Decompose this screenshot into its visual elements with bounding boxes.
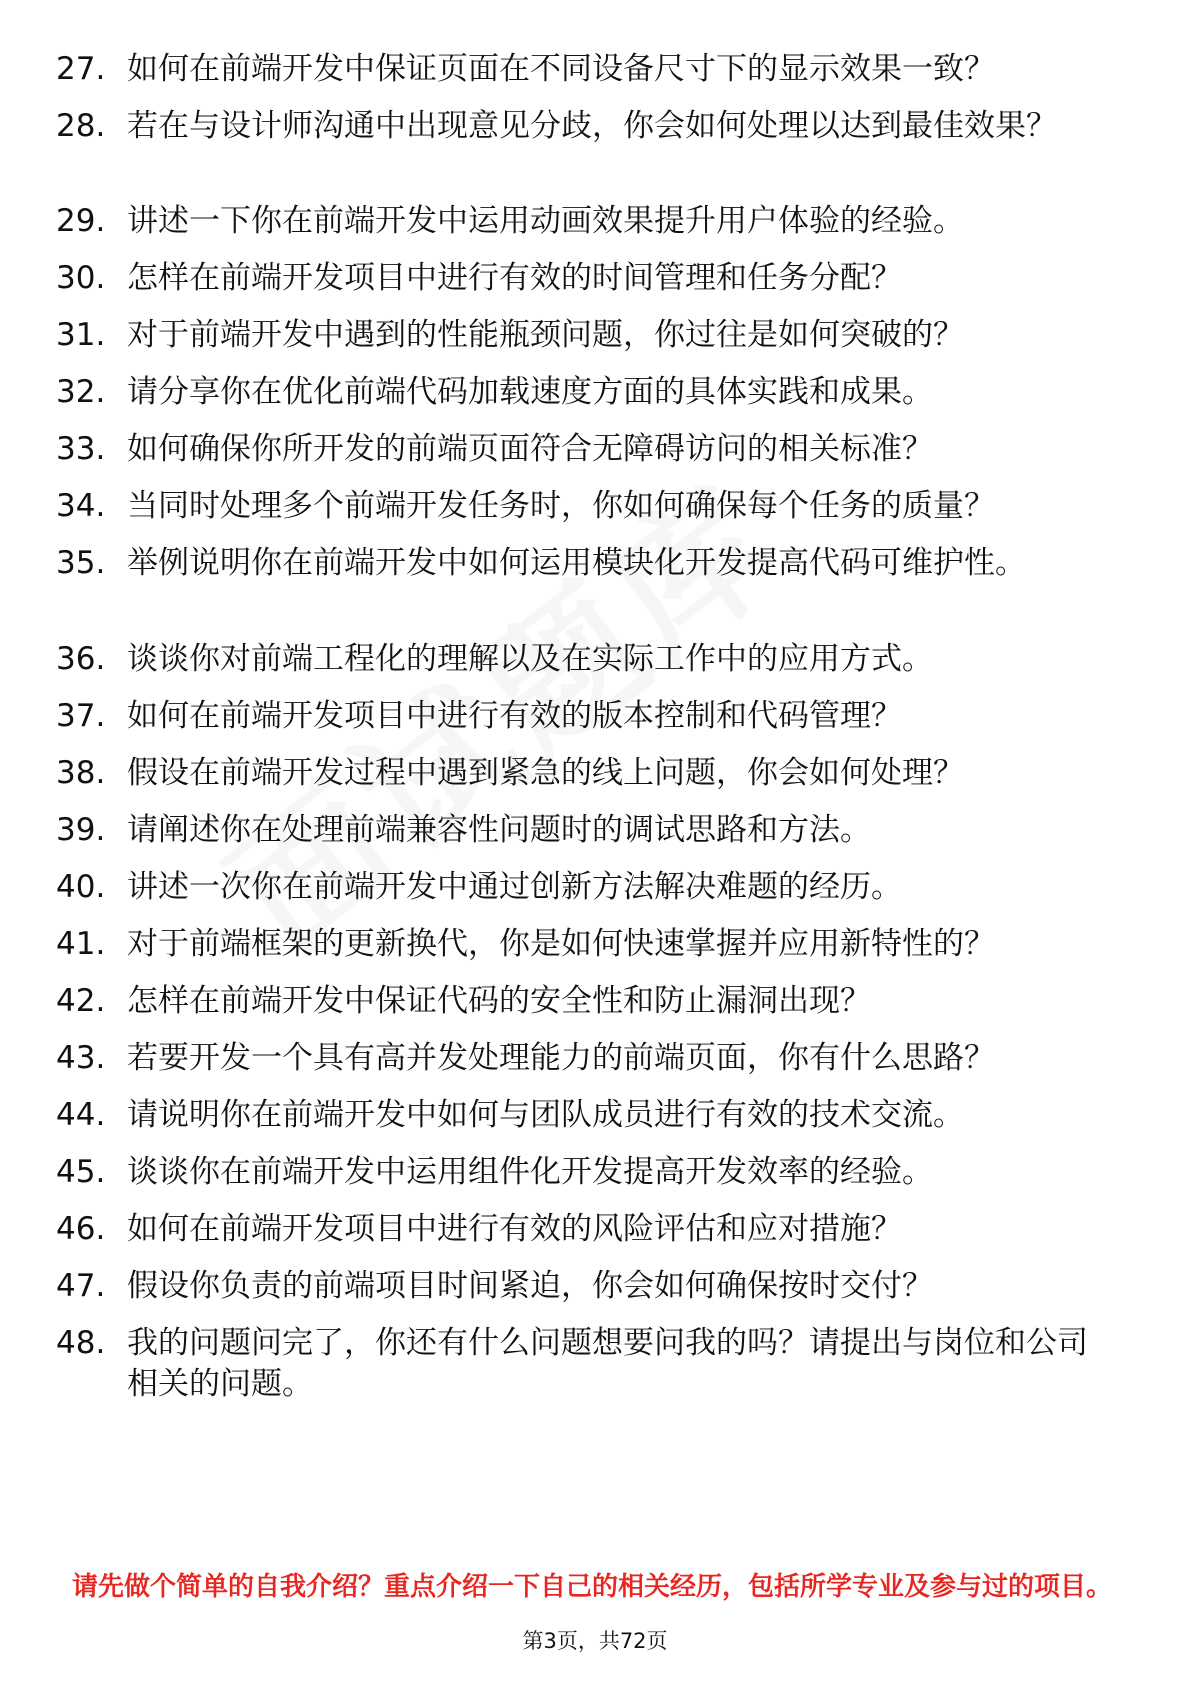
question-number: 35. xyxy=(56,545,106,581)
question-text: 请分享你在优化前端代码加载速度方面的具体实践和成果。 xyxy=(127,374,933,410)
question-number: 46. xyxy=(56,1211,106,1247)
question-text: 如何在前端开发项目中进行有效的版本控制和代码管理？ xyxy=(127,698,902,734)
question-text: 谈谈你对前端工程化的理解以及在实际工作中的应用方式。 xyxy=(127,641,933,677)
question-text: 若要开发一个具有高并发处理能力的前端页面，你有什么思路？ xyxy=(127,1040,995,1076)
question-number: 39. xyxy=(56,812,106,848)
question-text: 如何确保你所开发的前端页面符合无障碍访问的相关标准？ xyxy=(127,431,933,467)
question-number: 44. xyxy=(56,1097,106,1133)
question-number: 34. xyxy=(56,488,106,524)
question-text: 怎样在前端开发中保证代码的安全性和防止漏洞出现？ xyxy=(127,983,871,1019)
question-text: 请说明你在前端开发中如何与团队成员进行有效的技术交流。 xyxy=(127,1097,964,1133)
question-text: 请阐述你在处理前端兼容性问题时的调试思路和方法。 xyxy=(127,812,871,848)
question-text: 对于前端框架的更新换代，你是如何快速掌握并应用新特性的？ xyxy=(127,926,995,962)
question-text: 如何在前端开发中保证页面在不同设备尺寸下的显示效果一致？ xyxy=(127,51,995,87)
question-text: 对于前端开发中遇到的性能瓶颈问题，你过往是如何突破的？ xyxy=(127,317,964,353)
question-number: 48. xyxy=(56,1325,106,1361)
self-intro-prompt: 请先做个简单的自我介绍？重点介绍一下自己的相关经历，包括所学专业及参与过的项目。 xyxy=(72,1572,1113,1602)
question-text: 谈谈你在前端开发中运用组件化开发提高开发效率的经验。 xyxy=(127,1154,933,1190)
question-number: 47. xyxy=(56,1268,106,1304)
question-number: 33. xyxy=(56,431,106,467)
question-text: 举例说明你在前端开发中如何运用模块化开发提高代码可维护性。 xyxy=(127,545,1026,581)
question-text: 讲述一下你在前端开发中运用动画效果提升用户体验的经验。 xyxy=(127,203,964,239)
question-number: 36. xyxy=(56,641,106,677)
question-number: 43. xyxy=(56,1040,106,1076)
question-text: 讲述一次你在前端开发中通过创新方法解决难题的经历。 xyxy=(127,869,902,905)
question-text: 怎样在前端开发项目中进行有效的时间管理和任务分配？ xyxy=(127,260,902,296)
question-text: 我的问题问完了，你还有什么问题想要问我的吗？请提出与岗位和公司相关的问题。 xyxy=(127,1325,1088,1402)
question-number: 38. xyxy=(56,755,106,791)
question-text: 假设在前端开发过程中遇到紧急的线上问题，你会如何处理？ xyxy=(127,755,964,791)
question-number: 29. xyxy=(56,203,106,239)
question-number: 40. xyxy=(56,869,106,905)
question-text: 若在与设计师沟通中出现意见分歧，你会如何处理以达到最佳效果？ xyxy=(127,108,1057,144)
question-text: 假设你负责的前端项目时间紧迫，你会如何确保按时交付？ xyxy=(127,1268,933,1304)
question-number: 37. xyxy=(56,698,106,734)
question-number: 31. xyxy=(56,317,106,353)
question-number: 30. xyxy=(56,260,106,296)
question-number: 27. xyxy=(56,51,106,87)
question-number: 41. xyxy=(56,926,106,962)
question-number: 32. xyxy=(56,374,106,410)
question-text: 如何在前端开发项目中进行有效的风险评估和应对措施？ xyxy=(127,1211,902,1247)
question-number: 42. xyxy=(56,983,106,1019)
page-number: 第3页，共72页 xyxy=(522,1629,668,1653)
question-text: 当同时处理多个前端开发任务时，你如何确保每个任务的质量？ xyxy=(127,488,995,524)
question-number: 28. xyxy=(56,108,106,144)
question-number: 45. xyxy=(56,1154,106,1190)
